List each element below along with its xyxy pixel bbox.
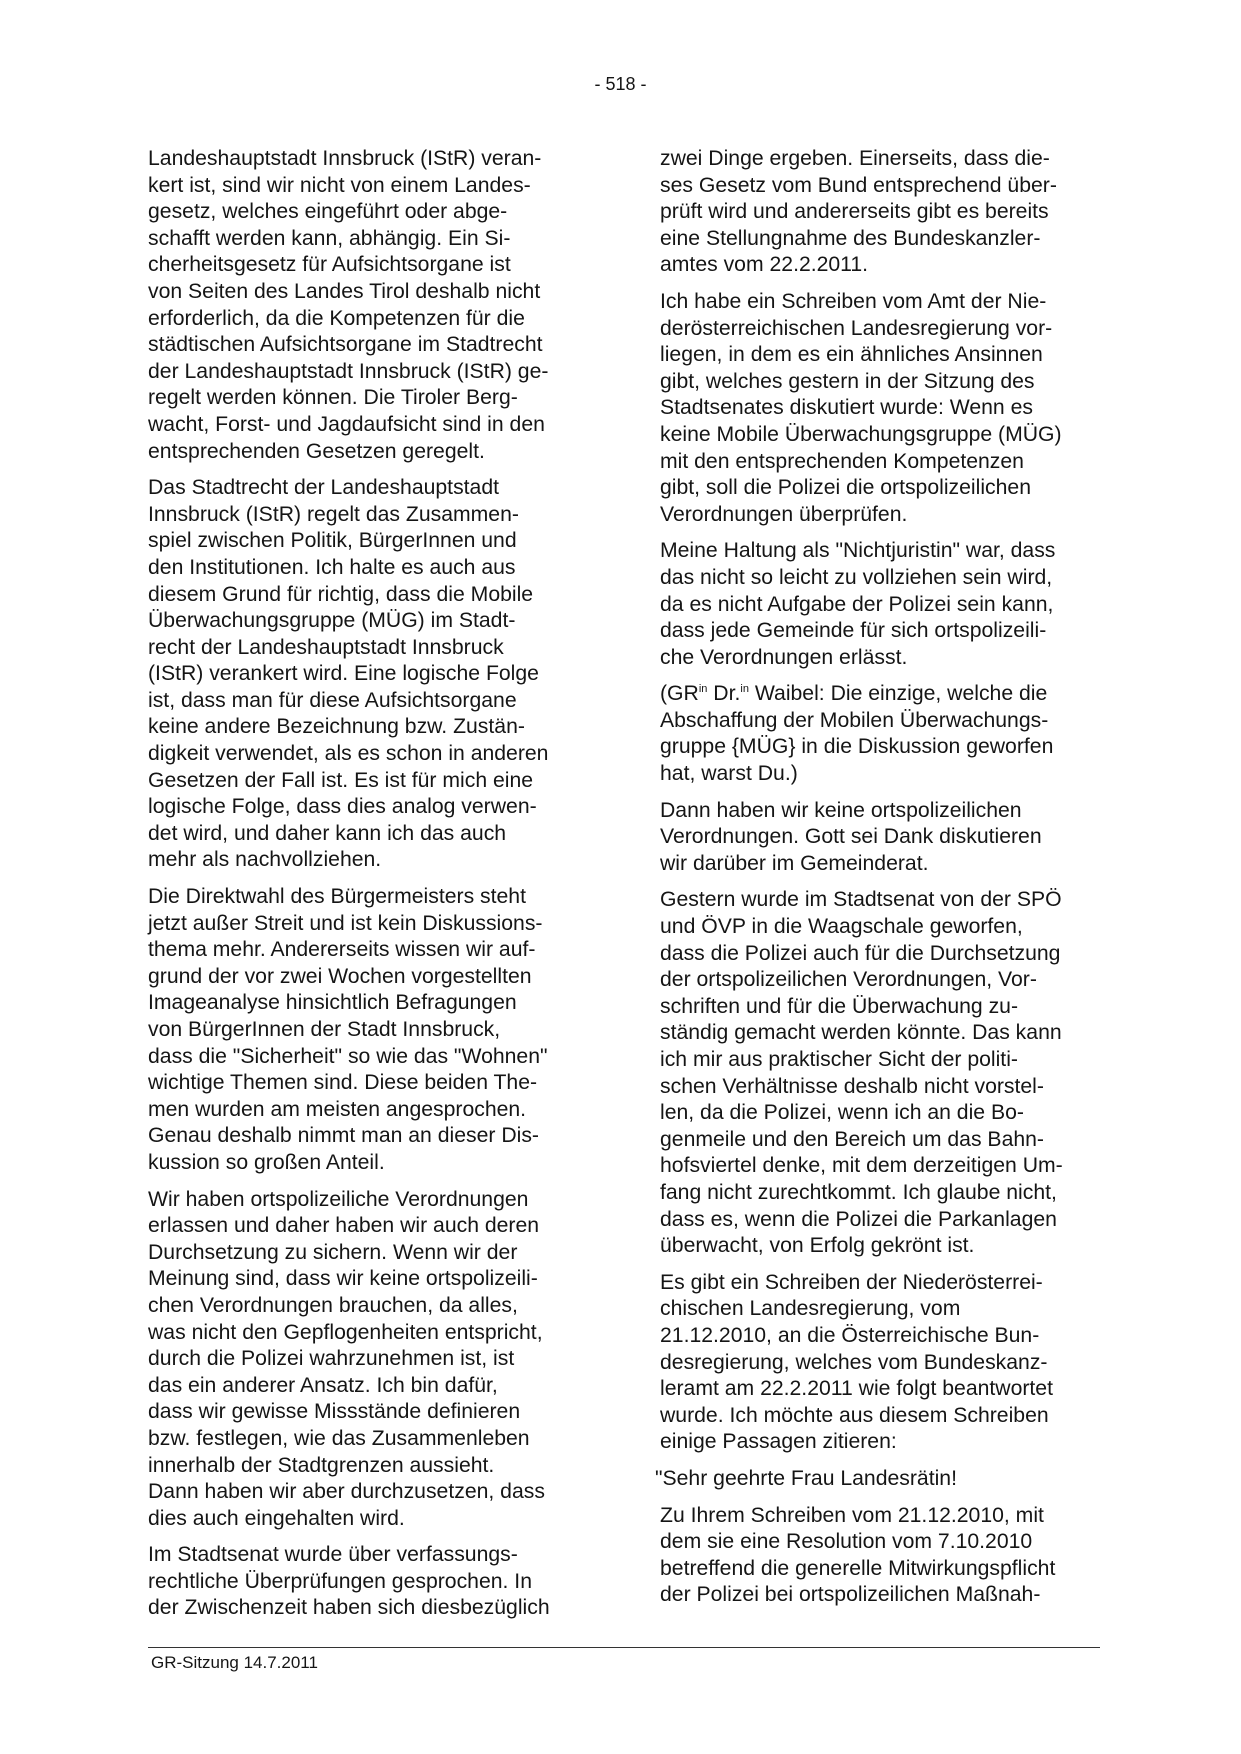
text-line: dass es, wenn die Polizei die Parkanlagen (660, 1207, 1057, 1231)
text-line: 21.12.2010, an die Österreichische Bun- (660, 1323, 1040, 1347)
text-line: prüft wird und andererseits gibt es bereits (660, 200, 1049, 224)
text-line: gibt, welches gestern in der Sitzung des (660, 369, 1035, 393)
left-column (148, 146, 588, 1632)
text-line: Die Direktwahl des Bürgermeisters steht (148, 885, 526, 909)
text-line: diesem Grund für richtig, dass die Mobile (148, 582, 534, 606)
text-line: dass die "Sicherheit" so wie das "Wohnen" (148, 1044, 548, 1068)
paragraph (655, 1466, 1097, 1493)
paragraph (660, 1503, 1097, 1609)
text-line: thema mehr. Andererseits wissen wir auf- (148, 938, 536, 962)
text-line: Ich habe ein Schreiben vom Amt der Nie- (660, 289, 1047, 313)
text-line: Imageanalyse hinsichtlich Befragungen (148, 991, 517, 1015)
text-line: ses Gesetz vom Bund entsprechend über- (660, 173, 1057, 197)
text-line: cherheitsgesetz für Aufsichtsorgane ist (148, 253, 511, 277)
text-line: da es nicht Aufgabe der Polizei sein kann, (660, 592, 1054, 616)
text-line: chen Verordnungen brauchen, da alles, (148, 1293, 518, 1317)
text-line: Dann haben wir aber durchzusetzen, dass (148, 1480, 545, 1504)
text-line: mehr als nachvollziehen. (148, 848, 382, 872)
text-line: wichtige Themen sind. Diese beiden The- (148, 1071, 538, 1095)
text-line: keine andere Bezeichnung bzw. Zustän- (148, 715, 525, 739)
text-line: Verordnungen überprüfen. (660, 502, 908, 526)
text-line: grund der vor zwei Wochen vorgestellten (148, 964, 532, 988)
footer-divider (148, 1647, 1100, 1648)
footer-session-label: GR-Sitzung 14.7.2011 (151, 1653, 318, 1672)
text-line: der Landeshauptstadt Innsbruck (IStR) ge- (148, 359, 549, 383)
text-line: Stadtsenates diskutiert wurde: Wenn es (660, 396, 1033, 420)
text-line: che Verordnungen erlässt. (660, 645, 908, 669)
text-line: das ein anderer Ansatz. Ich bin dafür, (148, 1373, 498, 1397)
text-line: Genau deshalb nimmt man an dieser Dis- (148, 1124, 539, 1148)
text-line: wir darüber im Gemeinderat. (660, 851, 929, 875)
text-line: Wir haben ortspolizeiliche Verordnungen (148, 1187, 529, 1211)
text-line: digkeit verwendet, als es schon in anderen (148, 742, 549, 766)
text-line: gibt, soll die Polizei die ortspolizeilichen (660, 476, 1031, 500)
text-line: logische Folge, dass dies analog verwen- (148, 795, 537, 819)
text-line: einige Passagen zitieren: (660, 1430, 897, 1454)
text-line: den Institutionen. Ich halte es auch aus (148, 555, 516, 579)
text-line: erforderlich, da die Kompetenzen für die (148, 306, 525, 330)
text-line: recht der Landeshauptstadt Innsbruck (148, 635, 504, 659)
text-line: von Seiten des Landes Tirol deshalb nicht (148, 279, 541, 303)
text-line: der Polizei bei ortspolizeilichen Maßnah- (660, 1583, 1041, 1607)
text-line: das nicht so leicht zu vollziehen sein wird, (660, 565, 1053, 589)
text-line: betreffend die generelle Mitwirkungspflicht (660, 1556, 1056, 1580)
text-span: (GR (660, 682, 699, 706)
text-line: dass jede Gemeinde für sich ortspolizeili- (660, 619, 1047, 643)
text-line: kert ist, sind wir nicht von einem Landes- (148, 173, 531, 197)
text-line: zwei Dinge ergeben. Einerseits, dass die- (660, 147, 1050, 170)
text-line: dies auch eingehalten wird. (148, 1506, 405, 1530)
text-line: hat, warst Du.) (660, 762, 798, 786)
text-line: Innsbruck (IStR) regelt das Zusammen- (148, 502, 519, 526)
text-line: fang nicht zurechtkommt. Ich glaube nicht, (660, 1180, 1057, 1204)
text-line: ständig gemacht werden könnte. Das kann (660, 1021, 1062, 1045)
text-line: hofsviertel denke, mit dem derzeitigen Um- (660, 1154, 1063, 1178)
text-line: durch die Polizei wahrzunehmen ist, ist (148, 1347, 515, 1371)
text-line: "Sehr geehrte Frau Landesrätin! (655, 1466, 957, 1490)
text-span: Dr. (707, 682, 741, 706)
text-line: Durchsetzung zu sichern. Wenn wir der (148, 1240, 518, 1264)
paragraph (660, 798, 1097, 878)
interjection-paragraph (660, 681, 1097, 787)
paragraph (148, 1542, 588, 1622)
paragraph (660, 538, 1097, 671)
text-line: dass die Polizei auch für die Durchsetzung (660, 941, 1061, 965)
text-line: was nicht den Gepflogenheiten entspricht, (148, 1320, 543, 1344)
text-line: der ortspolizeilichen Verordnungen, Vor- (660, 968, 1037, 992)
text-line: schafft werden kann, abhängig. Ein Si- (148, 226, 511, 250)
text-line: und ÖVP in die Waagschale geworfen, (660, 915, 1023, 939)
text-line: det wird, und daher kann ich das auch (148, 821, 507, 845)
text-line: von BürgerInnen der Stadt Innsbruck, (148, 1018, 501, 1041)
text-line: Überwachungsgruppe (MÜG) im Stadt- (148, 609, 516, 633)
text-line: dass wir gewisse Missstände definieren (148, 1400, 521, 1424)
text-line: jetzt außer Streit und ist kein Diskussions- (148, 911, 543, 935)
text-line: (IStR) verankert wird. Eine logische Folge (148, 662, 539, 686)
page-number: - 518 - (594, 74, 647, 94)
text-line: überwacht, von Erfolg gekrönt ist. (660, 1234, 975, 1258)
text-line: Meine Haltung als "Nichtjuristin" war, dass (660, 539, 1056, 563)
right-column (655, 146, 1097, 1619)
superscript: in (698, 683, 708, 696)
text-line: Landeshauptstadt Innsbruck (IStR) veran- (148, 147, 542, 170)
text-line: eine Stellungnahme des Bundeskanzler- (660, 226, 1041, 250)
text-line: regelt werden können. Die Tiroler Berg- (148, 386, 518, 410)
text-line: der Zwischenzeit haben sich diesbezüglich (148, 1596, 550, 1620)
text-line: schen Verhältnisse deshalb nicht vorstel- (660, 1074, 1044, 1098)
text-line: erlassen und daher haben wir auch deren (148, 1214, 540, 1238)
text-line: ist, dass man für diese Aufsichtsorgane (148, 688, 517, 712)
text-line: Meinung sind, dass wir keine ortspolizeili- (148, 1267, 538, 1291)
text-line: chischen Landesregierung, vom (660, 1297, 961, 1321)
paragraph (148, 146, 588, 465)
paragraph (660, 1270, 1097, 1456)
paragraph (660, 289, 1097, 528)
text-line: bzw. festlegen, wie das Zusammenleben (148, 1426, 530, 1450)
text-line: wurde. Ich möchte aus diesem Schreiben (660, 1403, 1049, 1427)
text-line: entsprechenden Gesetzen geregelt. (148, 439, 485, 463)
text-line: genmeile und den Bereich um das Bahn- (660, 1127, 1044, 1151)
text-line (660, 681, 1097, 708)
text-line: wacht, Forst- und Jagdaufsicht sind in den (148, 412, 545, 436)
text-line: Im Stadtsenat wurde über verfassungs- (148, 1543, 518, 1567)
text-line: men wurden am meisten angesprochen. (148, 1097, 527, 1121)
text-line: innerhalb der Stadtgrenzen aussieht. (148, 1453, 495, 1477)
text-line: rechtliche Überprüfungen gesprochen. In (148, 1569, 532, 1593)
text-line: kussion so großen Anteil. (148, 1150, 385, 1174)
text-line: keine Mobile Überwachungsgruppe (MÜG) (660, 422, 1062, 446)
text-line: Es gibt ein Schreiben der Niederösterrei- (660, 1270, 1043, 1294)
superscript: in (740, 683, 749, 696)
text-line: desregierung, welches vom Bundeskanz- (660, 1350, 1048, 1374)
text-span: Waibel: Die einzige, welche die (748, 682, 1048, 706)
paragraph (148, 884, 588, 1177)
text-line: Dann haben wir keine ortspolizeilichen (660, 798, 1022, 822)
text-line: städtischen Aufsichtsorgane im Stadtrecht (148, 333, 543, 357)
text-line: mit den entsprechenden Kompetenzen (660, 449, 1024, 473)
text-line: dem sie eine Resolution vom 7.10.2010 (660, 1530, 1033, 1554)
text-line: Abschaffung der Mobilen Überwachungs- (660, 708, 1049, 732)
text-line: Zu Ihrem Schreiben vom 21.12.2010, mit (660, 1503, 1044, 1527)
text-line: len, da die Polizei, wenn ich an die Bo- (660, 1101, 1024, 1125)
text-line: Verordnungen. Gott sei Dank diskutieren (660, 825, 1042, 849)
text-line: Gesetzen der Fall ist. Es ist für mich eine (148, 768, 534, 792)
text-line: schriften und für die Überwachung zu- (660, 994, 1019, 1018)
paragraph (148, 475, 588, 874)
text-line: gruppe {MÜG} in die Diskussion geworfen (660, 735, 1054, 759)
text-line: ich mir aus praktischer Sicht der politi- (660, 1048, 1018, 1071)
text-line: leramt am 22.2.2011 wie folgt beantwortet (660, 1377, 1053, 1401)
text-line: amtes vom 22.2.2011. (660, 253, 869, 277)
text-line: Gestern wurde im Stadtsenat von der SPÖ (660, 888, 1062, 912)
text-line: liegen, in dem es ein ähnliches Ansinnen (660, 343, 1043, 367)
paragraph (660, 887, 1097, 1259)
text-line: derösterreichischen Landesregierung vor- (660, 316, 1053, 340)
text-line: gesetz, welches eingeführt oder abge- (148, 200, 508, 224)
paragraph (660, 146, 1097, 279)
text-line: spiel zwischen Politik, BürgerInnen und (148, 529, 517, 553)
text-line: Das Stadtrecht der Landeshauptstadt (148, 476, 500, 500)
paragraph (148, 1187, 588, 1533)
